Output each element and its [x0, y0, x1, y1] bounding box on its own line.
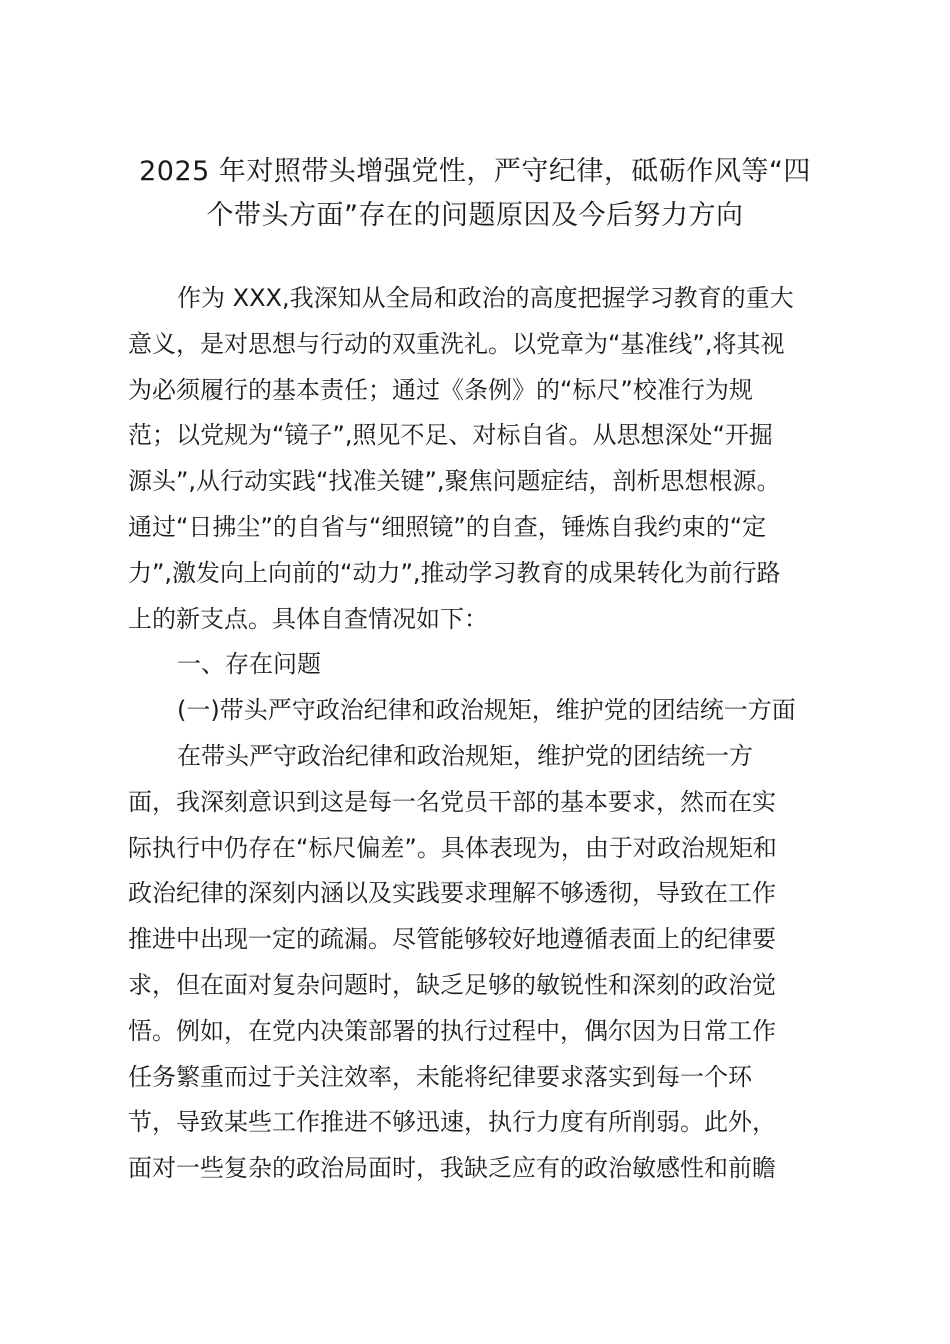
paragraph-line: 在带头严守政治纪律和政治规矩，维护党的团结统一方 — [177, 741, 753, 770]
document-title — [128, 150, 822, 238]
paragraph-line: 际执行中仍存在“标尺偏差”。具体表现为，由于对政治规矩和 — [128, 833, 777, 862]
title-line-2: 个带头方面”存在的问题原因及今后努力方向 — [206, 200, 744, 231]
paragraph-intro-line: 作为 XXX,我深知从全局和政治的高度把握学习教育的重大 — [177, 284, 794, 312]
document-body — [128, 276, 822, 1192]
paragraph-intro-line: 力”,激发向上向前的“动力”,推动学习教育的成果转化为前行路 — [128, 558, 781, 587]
paragraph-line: 求，但在面对复杂问题时，缺乏足够的敏锐性和深刻的政治觉 — [128, 970, 776, 999]
subsection-heading: (一)带头严守政治纪律和政治规矩，维护党的团结统一方面 — [177, 696, 796, 725]
paragraph-line: 节，导致某些工作推进不够迅速，执行力度有所削弱。此外， — [128, 1108, 776, 1137]
paragraph-line: 面对一些复杂的政治局面时，我缺乏应有的政治敏感性和前瞻 — [128, 1154, 776, 1183]
paragraph-intro-line: 范；以党规为“镜子”,照见不足、对标自省。从思想深处“开掘 — [128, 421, 773, 450]
paragraph-intro-line: 意义，是对思想与行动的双重洗礼。以党章为“基准线”,将其视 — [128, 329, 785, 358]
paragraph-line: 任务繁重而过于关注效率，未能将纪律要求落实到每一个环 — [128, 1062, 752, 1091]
paragraph-intro-line: 为必须履行的基本责任；通过《条例》的“标尺”校准行为规 — [128, 375, 753, 404]
paragraph-line: 推进中出现一定的疏漏。尽管能够较好地遵循表面上的纪律要 — [128, 925, 776, 954]
title-line-1: 2025 年对照带头增强党性，严守纪律，砥砺作风等“四 — [139, 156, 811, 187]
paragraph-intro-line: 源头”,从行动实践“找准关键”,聚焦问题症结，剖析思想根源。 — [128, 467, 781, 496]
paragraph-line: 面，我深刻意识到这是每一名党员干部的基本要求，然而在实 — [128, 787, 776, 816]
paragraph-line: 政治纪律的深刻内涵以及实践要求理解不够透彻，导致在工作 — [128, 879, 776, 908]
paragraph-intro-line: 通过“日拂尘”的自省与“细照镜”的自查，锤炼自我约束的“定 — [128, 512, 767, 541]
section-heading: 一、存在问题 — [177, 650, 321, 679]
paragraph-intro-line: 上的新支点。具体自查情况如下： — [128, 604, 488, 633]
paragraph-line: 悟。例如，在党内决策部署的执行过程中，偶尔因为日常工作 — [128, 1016, 776, 1045]
